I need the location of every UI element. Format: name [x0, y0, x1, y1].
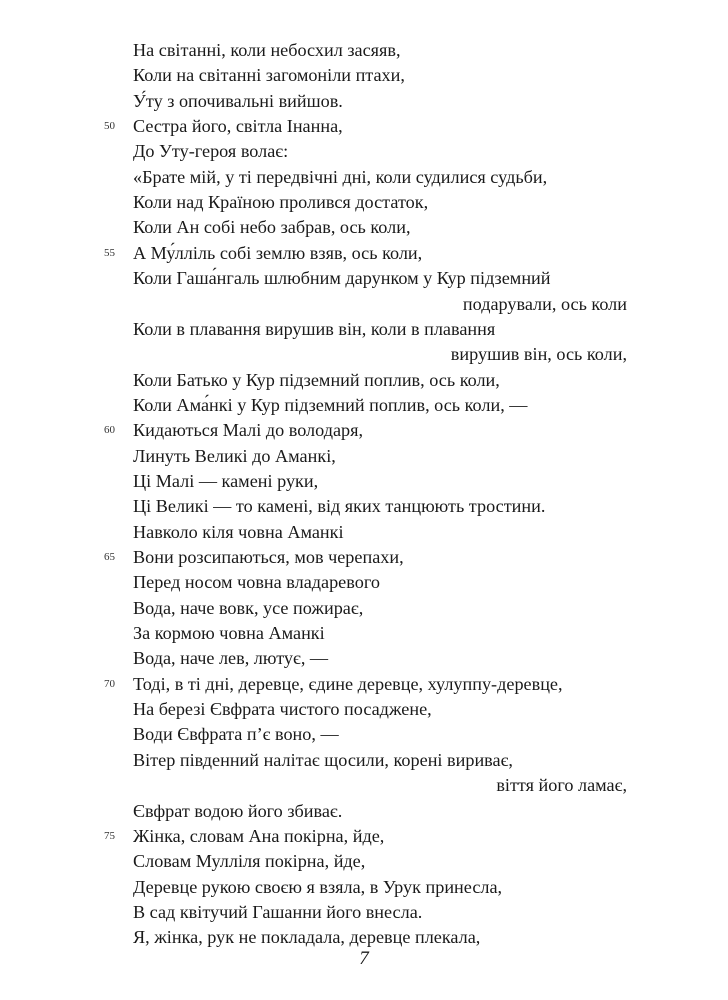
verse-line: Вони розсипаються, мов черепахи, [133, 547, 404, 567]
verse-line: Коли Ан собі небо забрав, ось коли, [133, 217, 411, 237]
page-number: 7 [359, 948, 369, 969]
verse-line: Євфрат водою його збиває. [133, 801, 343, 821]
verse-line: До Уту-героя волає: [133, 141, 289, 161]
verse-line: Ці Малі — камені руки, [133, 471, 319, 491]
verse-line: Коли Батько у Кур підземний поплив, ось коли, [133, 370, 500, 390]
verse-line: Вода, наче вовк, усе пожирає, [133, 598, 364, 618]
verse-line: Коли Гаша́нгаль шлюбним дарунком у Кур підземний [133, 268, 551, 288]
verse-line: А Му́лліль собі землю взяв, ось коли, [133, 243, 423, 263]
verse-line: На березі Євфрата чистого посаджене, [133, 699, 432, 719]
verse-line: На світанні, коли небосхил засяяв, [133, 40, 401, 60]
verse-line: Навколо кіля човна Аманкі [133, 522, 344, 542]
verse-line: Сестра його, світла Інанна, [133, 116, 343, 136]
line-number: 55 [104, 247, 115, 259]
verse-line: Коли Ама́нкі у Кур підземний поплив, ось коли, — [133, 395, 528, 415]
verse-line: Кидаються Малі до володаря, [133, 420, 364, 440]
verse-line: Жінка, словам Ана покірна, йде, [133, 826, 385, 846]
line-number: 50 [104, 120, 115, 132]
line-number: 65 [104, 551, 115, 563]
verse-line: Коли на світанні загомоніли птахи, [133, 65, 405, 85]
verse-line: Словам Мулліля покірна, йде, [133, 851, 366, 871]
verse-line: Ці Великі — то камені, від яких танцюють тростини. [133, 496, 546, 516]
verse-line: В сад квітучий Гашанни його внесла. [133, 902, 423, 922]
verse-line-continuation: вирушив він, ось коли, [450, 344, 627, 364]
verse-line: За кормою човна Аманкі [133, 623, 325, 643]
verse-line: Вітер південний налітає щосили, корені вириває, [133, 750, 513, 770]
line-number: 70 [104, 678, 115, 690]
verse-line: Коли над Країною пролився достаток, [133, 192, 429, 212]
verse-line: Коли в плавання вирушив він, коли в плавання [133, 319, 496, 339]
line-number: 75 [104, 830, 115, 842]
verse-line: Деревце рукою своєю я взяла, в Урук принесла, [133, 877, 503, 897]
verse-line-continuation: подарували, ось коли [462, 294, 627, 314]
verse-line: Я, жінка, рук не покладала, деревце плекала, [133, 927, 481, 947]
verse-line: Вода, наче лев, лютує, — [133, 648, 329, 668]
verse-line: Перед носом човна владаревого [133, 572, 380, 592]
verse-line: «Брате мій, у ті передвічні дні, коли судилися судьби, [133, 167, 548, 187]
verse-line: Води Євфрата п’є воно, — [133, 724, 339, 744]
verse-line: Тоді, в ті дні, деревце, єдине деревце, хулуппу-деревце, [133, 674, 563, 694]
verse-line: Линуть Великі до Аманкі, [133, 446, 336, 466]
verse-line-continuation: віття його ламає, [496, 775, 627, 795]
line-number: 60 [104, 424, 115, 436]
verse-line: У́ту з опочивальні вийшов. [133, 91, 343, 111]
